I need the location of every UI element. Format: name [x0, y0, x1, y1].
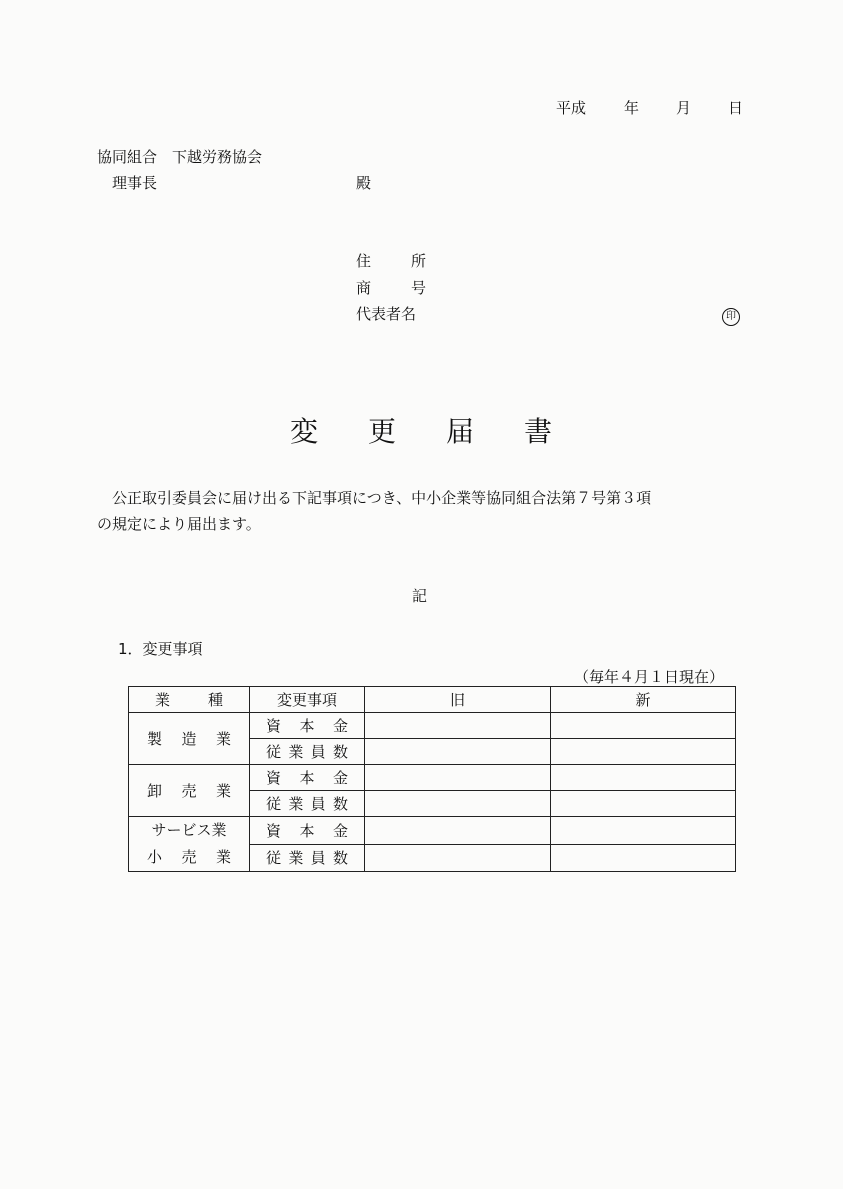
cell-new[interactable] [551, 713, 736, 739]
document-page: 平成 年 月 日 協同組合 下越労務協会 理事長 殿 住 所 商 号 代表者名 印 変 更 届 書 公正取引委員会に届け出る下記事項につき、中小企業等協同組合法第７号第３項 の規定により届出ます。 記 1．変更事項 （毎年４月１日現在） 業 種 変更事項 旧 新 製 造 業 資 本 金 従 業 員 数 卸 売 業 資 本 金 従 業 員 数 サービス業 小 売 業 資 本 金 従 業 員 数 [0, 0, 843, 1189]
cell-old[interactable] [365, 844, 551, 872]
cell-old[interactable] [365, 817, 551, 845]
item-capital: 資 本 金 [250, 817, 365, 845]
section-heading [118, 638, 203, 659]
table-row [129, 765, 736, 791]
seal-mark [722, 304, 740, 326]
date-day: 日 [728, 99, 744, 117]
date-year: 年 [624, 99, 640, 117]
item-employees: 従 業 員 数 [250, 739, 365, 765]
date-era: 平成 [556, 99, 587, 117]
header-old: 旧 [365, 687, 551, 713]
cell-new[interactable] [551, 739, 736, 765]
ki-marker: 記 [412, 587, 428, 605]
addressee-org: 協同組合 下越労務協会 [97, 148, 263, 166]
trade-name-label: 商 号 [356, 279, 426, 297]
header-item: 変更事項 [250, 687, 365, 713]
body-line-2: の規定により届出ます。 [97, 515, 261, 533]
date-month: 月 [676, 99, 692, 117]
cell-new[interactable] [551, 791, 736, 817]
header-new: 新 [551, 687, 736, 713]
change-table [128, 686, 736, 872]
as-of-note: （毎年４月１日現在） [574, 668, 725, 686]
cell-new[interactable] [551, 817, 736, 845]
body-line-1: 公正取引委員会に届け出る下記事項につき、中小企業等協同組合法第７号第３項 [112, 489, 652, 507]
industry-service-label: サービス業 [151, 821, 227, 839]
cell-old[interactable] [365, 739, 551, 765]
industry-manufacturing: 製 造 業 [129, 713, 250, 765]
table-row [129, 817, 736, 845]
representative-label: 代表者名 [356, 305, 417, 323]
item-employees: 従 業 員 数 [250, 844, 365, 872]
cell-old[interactable] [365, 765, 551, 791]
item-capital: 資 本 金 [250, 713, 365, 739]
address-label: 住 所 [356, 252, 426, 270]
cell-new[interactable] [551, 844, 736, 872]
addressee-honorific: 殿 [356, 174, 372, 192]
table-row [129, 713, 736, 739]
industry-retail-label: 小 売 業 [147, 848, 231, 866]
date-line [556, 97, 746, 117]
cell-old[interactable] [365, 713, 551, 739]
table-header-row [129, 687, 736, 713]
cell-new[interactable] [551, 765, 736, 791]
item-employees: 従 業 員 数 [250, 791, 365, 817]
seal-icon: 印 [722, 308, 740, 326]
item-capital: 資 本 金 [250, 765, 365, 791]
industry-service-retail [129, 817, 250, 872]
section-label: 変更事項 [142, 640, 203, 658]
addressee-role: 理事長 [112, 174, 158, 192]
section-number: 1． [118, 640, 143, 658]
cell-old[interactable] [365, 791, 551, 817]
header-industry: 業 種 [129, 687, 250, 713]
industry-wholesale: 卸 売 業 [129, 765, 250, 817]
